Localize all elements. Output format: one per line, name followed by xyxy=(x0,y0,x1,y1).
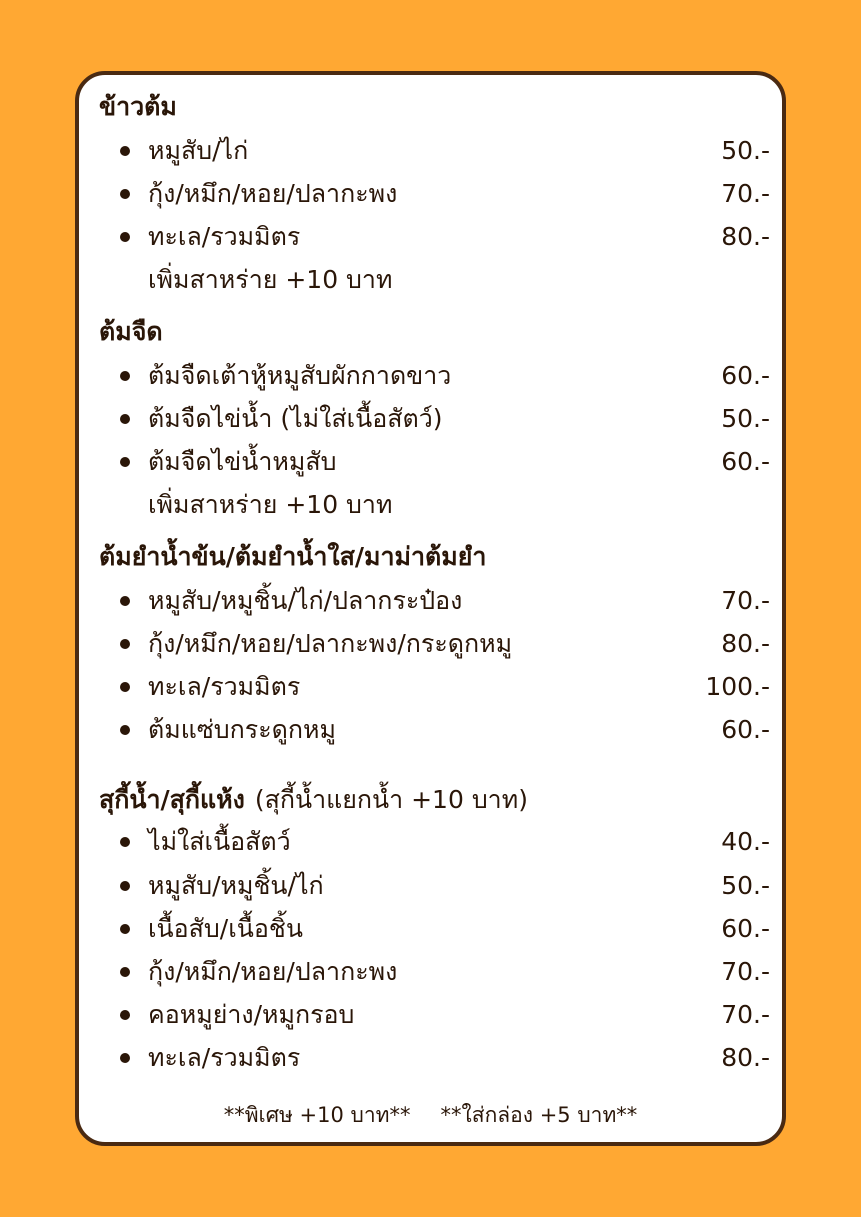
footer-notes xyxy=(75,1098,786,1132)
bullet-icon xyxy=(120,414,130,424)
menu-item-row xyxy=(118,442,770,482)
section-title-suki xyxy=(99,783,528,817)
menu-item-row xyxy=(118,667,770,707)
menu-item-row xyxy=(118,1038,770,1078)
menu-item-row xyxy=(118,399,770,439)
menu-item-price: 80.- xyxy=(721,1043,770,1072)
menu-item-row xyxy=(118,710,770,750)
menu-item-price: 50.- xyxy=(721,871,770,900)
bullet-icon xyxy=(120,146,130,156)
menu-item-price: 70.- xyxy=(721,586,770,615)
extra-note: เพิ่มสาหร่าย +10 บาท xyxy=(148,490,393,519)
menu-item-price: 60.- xyxy=(721,914,770,943)
menu-item-name: หมูสับ/ไก่ xyxy=(148,136,249,165)
menu-item-row xyxy=(118,581,770,621)
menu-item-row xyxy=(118,952,770,992)
menu-item-name: ทะเล/รวมมิตร xyxy=(148,672,301,701)
menu-item-price: 80.- xyxy=(721,629,770,658)
section-title-tom-yum: ต้มยำน้ำข้น/ต้มยำน้ำใส/มาม่าต้มยำ xyxy=(99,542,487,571)
menu-item-name: ต้มจืดไข่น้ำ (ไม่ใส่เนื้อสัตว์) xyxy=(148,404,443,433)
section-title-rice-soup: ข้าวต้ม xyxy=(99,92,177,121)
menu-item-name: ทะเล/รวมมิตร xyxy=(148,222,301,251)
menu-item-row xyxy=(118,822,770,862)
menu-item-price: 60.- xyxy=(721,447,770,476)
bullet-icon xyxy=(120,881,130,891)
bullet-icon xyxy=(120,725,130,735)
menu-item-price: 50.- xyxy=(721,136,770,165)
menu-item-price: 70.- xyxy=(721,1000,770,1029)
bullet-icon xyxy=(120,967,130,977)
bullet-icon xyxy=(120,837,130,847)
section-title-clear-soup: ต้มจืด xyxy=(99,317,163,346)
footer-box-note: **ใส่กล่อง +5 บาท** xyxy=(440,1103,638,1127)
menu-item-row xyxy=(118,866,770,906)
menu-item-name: ต้มแซ่บกระดูกหมู xyxy=(148,715,336,744)
menu-item-price: 70.- xyxy=(721,957,770,986)
menu-item-name: หมูสับ/หมูชิ้น/ไก่ xyxy=(148,871,324,900)
menu-item-price: 60.- xyxy=(721,715,770,744)
menu-item-row xyxy=(118,174,770,214)
footer-special-note: **พิเศษ +10 บาท** xyxy=(223,1103,411,1127)
bullet-icon xyxy=(120,371,130,381)
bullet-icon xyxy=(120,639,130,649)
section-note: (สุกี้น้ำแยกน้ำ +10 บาท) xyxy=(254,785,528,814)
menu-item-name: คอหมูย่าง/หมูกรอบ xyxy=(148,1000,355,1029)
bullet-icon xyxy=(120,1053,130,1063)
menu-item-name: ไม่ใส่เนื้อสัตว์ xyxy=(148,827,291,856)
menu-item-price: 80.- xyxy=(721,222,770,251)
menu-item-name: ต้มจืดไข่น้ำหมูสับ xyxy=(148,447,337,476)
menu-item-price: 60.- xyxy=(721,361,770,390)
menu-item-row xyxy=(118,995,770,1035)
bullet-icon xyxy=(120,596,130,606)
menu-item-row xyxy=(118,624,770,664)
menu-item-row xyxy=(118,131,770,171)
menu-item-name: กุ้ง/หมึก/หอย/ปลากะพง xyxy=(148,957,398,986)
menu-item-name: กุ้ง/หมึก/หอย/ปลากะพง/กระดูกหมู xyxy=(148,629,513,658)
extra-note: เพิ่มสาหร่าย +10 บาท xyxy=(148,265,393,294)
menu-item-name: ต้มจืดเต้าหู้หมูสับผักกาดขาว xyxy=(148,361,452,390)
menu-item-name: ทะเล/รวมมิตร xyxy=(148,1043,301,1072)
menu-item-price: 40.- xyxy=(721,827,770,856)
section-title-text: สุกี้น้ำ/สุกี้แห้ง xyxy=(99,785,245,814)
menu-item-row xyxy=(118,217,770,257)
menu-item-name: หมูสับ/หมูชิ้น/ไก่/ปลากระป๋อง xyxy=(148,586,463,615)
bullet-icon xyxy=(120,189,130,199)
menu-item-name: เนื้อสับ/เนื้อชิ้น xyxy=(148,914,303,943)
bullet-icon xyxy=(120,682,130,692)
menu-item-name: กุ้ง/หมึก/หอย/ปลากะพง xyxy=(148,179,398,208)
menu-item-row xyxy=(118,356,770,396)
menu-item-price: 100.- xyxy=(705,672,770,701)
menu-item-price: 50.- xyxy=(721,404,770,433)
bullet-icon xyxy=(120,232,130,242)
bullet-icon xyxy=(120,457,130,467)
menu-item-price: 70.- xyxy=(721,179,770,208)
menu-item-row xyxy=(118,909,770,949)
bullet-icon xyxy=(120,924,130,934)
bullet-icon xyxy=(120,1010,130,1020)
